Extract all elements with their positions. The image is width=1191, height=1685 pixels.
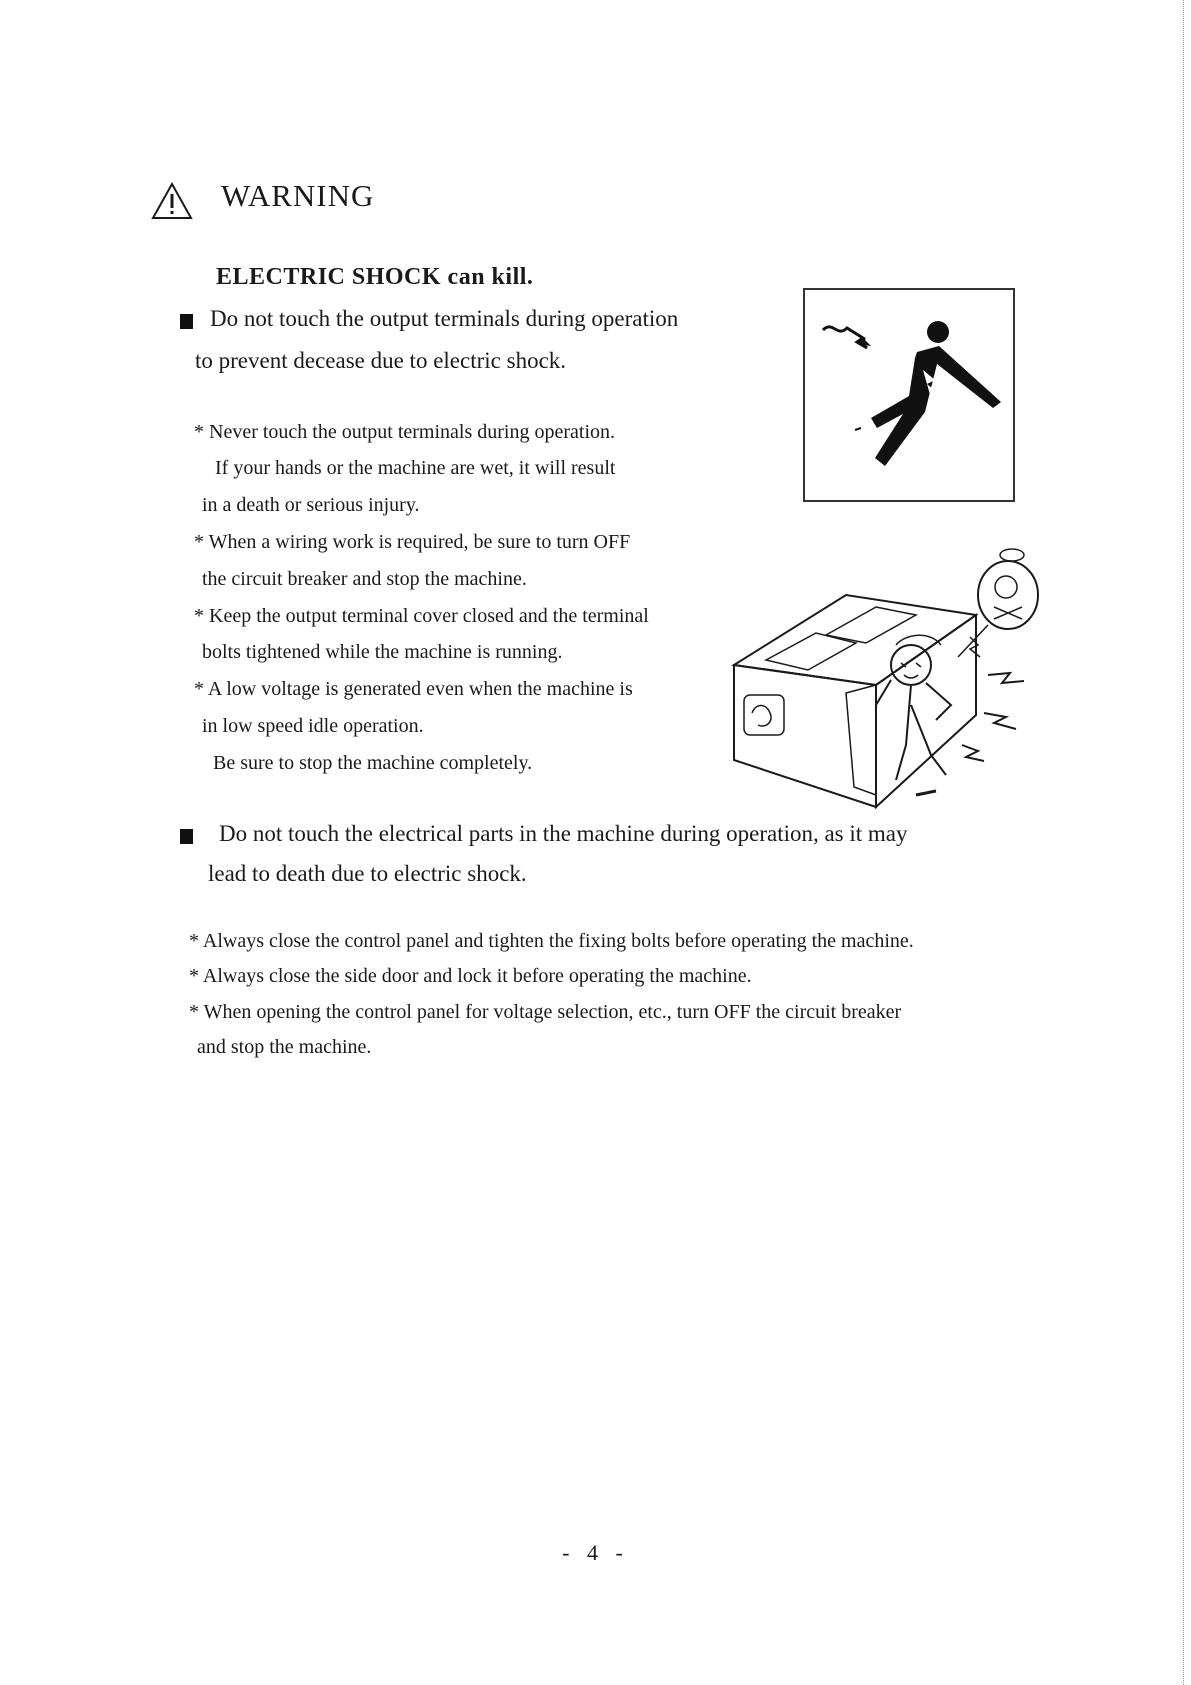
warning-triangle-icon: [151, 182, 193, 225]
main-text-line: Do not touch the electrical parts in the machine during operation, as it may: [219, 821, 908, 846]
square-bullet-icon: [180, 314, 193, 329]
note-line: in low speed idle operation.: [202, 715, 424, 737]
note-line: * When opening the control panel for voltage selection, etc., turn OFF the circuit breaker: [189, 1001, 902, 1023]
page-number: - 4 -: [562, 1540, 629, 1565]
scan-edge-line: [1183, 0, 1184, 1685]
note-line: the circuit breaker and stop the machine.: [202, 568, 527, 590]
note-line: * A low voltage is generated even when the machine is: [194, 678, 633, 700]
electric-shock-symbol-icon: [803, 288, 1015, 502]
note-line: * When a wiring work is required, be sure to turn OFF: [194, 531, 631, 553]
section-heading: ELECTRIC SHOCK can kill.: [216, 264, 534, 290]
main-text-line: lead to death due to electric shock.: [208, 861, 527, 886]
note-line: * Never touch the output terminals during operation.: [194, 421, 616, 443]
note-line: * Keep the output terminal cover closed and the terminal: [194, 605, 649, 627]
main-text-line: to prevent decease due to electric shock.: [195, 348, 567, 373]
note-line: in a death or serious injury.: [202, 494, 420, 516]
note-line: Be sure to stop the machine completely.: [213, 752, 533, 774]
note-line: and stop the machine.: [197, 1036, 372, 1058]
note-line: bolts tightened while the machine is running.: [202, 641, 563, 663]
note-line: If your hands or the machine are wet, it will result: [215, 457, 616, 479]
square-bullet-icon: [180, 829, 193, 844]
note-line: * Always close the side door and lock it before operating the machine.: [189, 965, 752, 987]
main-text-line: Do not touch the output terminals during operation: [210, 306, 679, 331]
warning-title: WARNING: [221, 178, 375, 213]
note-line: * Always close the control panel and tighten the fixing bolts before operating the machine.: [189, 930, 914, 952]
machine-shock-illustration: [726, 545, 1046, 815]
